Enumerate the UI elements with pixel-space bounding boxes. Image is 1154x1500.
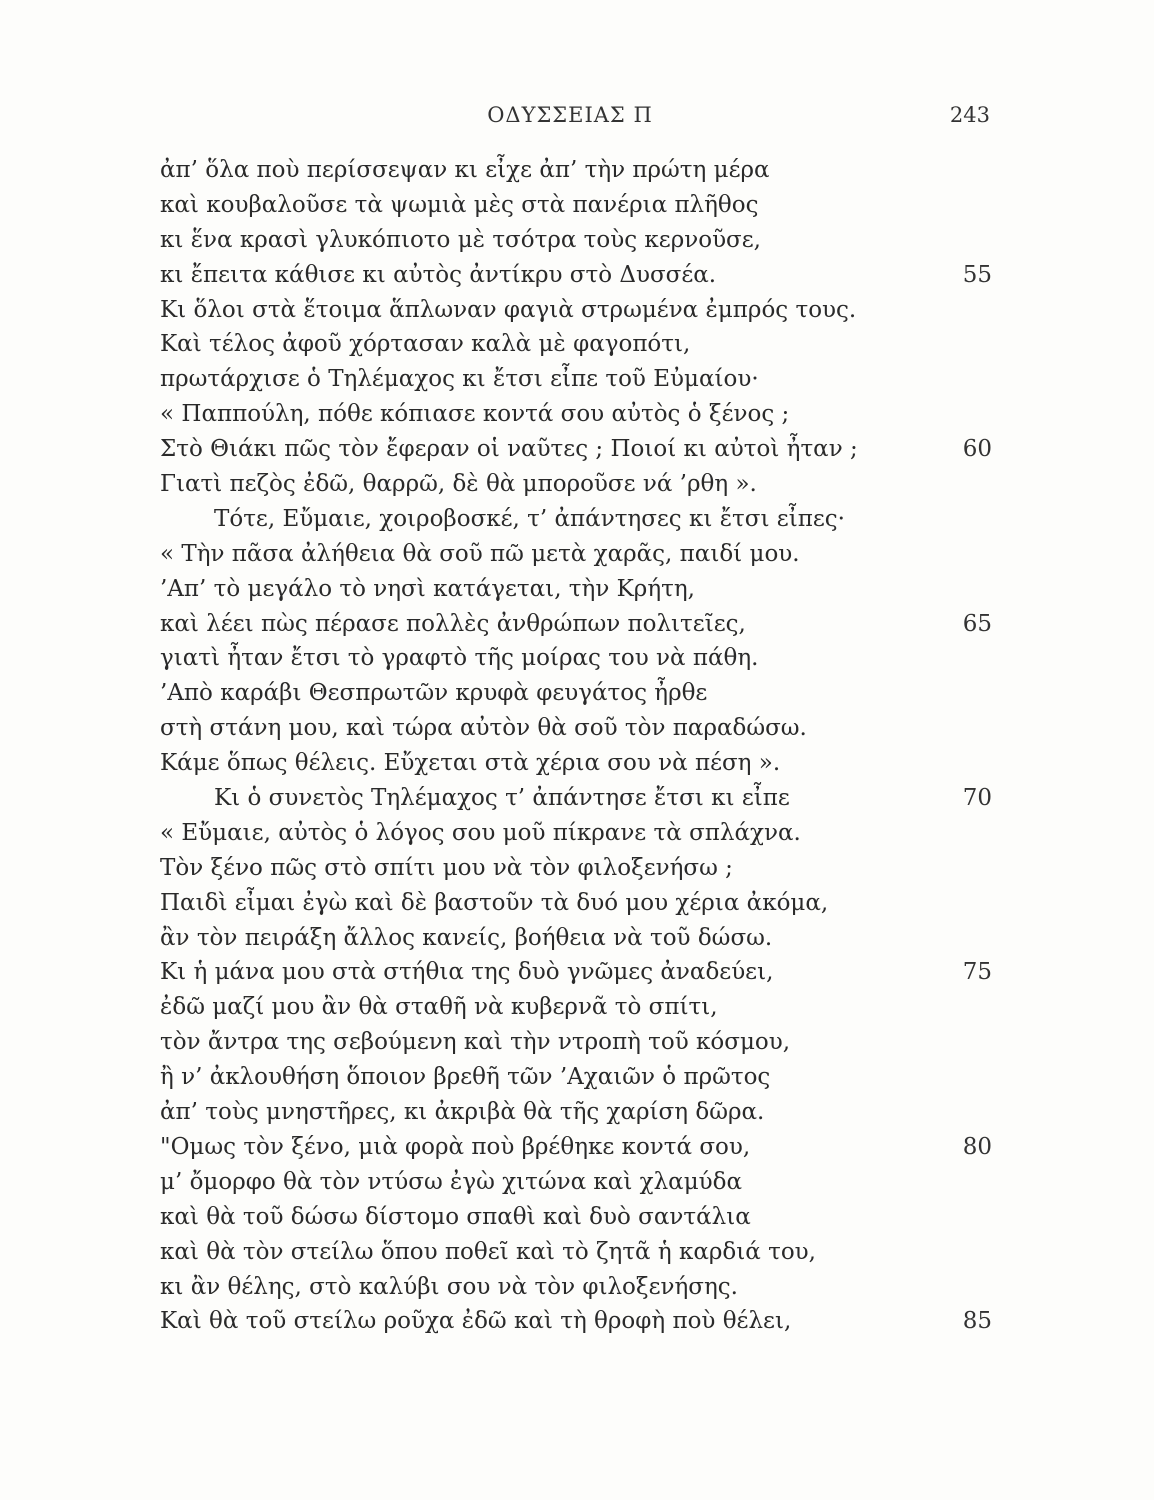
verse-text: ἐδῶ μαζί μου ἂν θὰ σταθῆ νὰ κυβερνᾶ τὸ σπίτι,: [160, 994, 718, 1021]
verse-text: Κι ἡ μάνα μου στὰ στήθια της δυὸ γνῶμες ἀναδεύει,: [160, 959, 774, 986]
verse-line: [0, 225, 1154, 260]
verse-block: [0, 155, 1154, 1341]
verse-text: ἂν τὸν πειράξη ἄλλος κανείς, βοήθεια νὰ τοῦ δώσω.: [160, 924, 773, 951]
verse-line: [0, 713, 1154, 748]
verse-text: Τὸν ξένο πῶς στὸ σπίτι μου νὰ τὸν φιλοξενήσω ;: [160, 854, 733, 881]
verse-text: κι ἂν θέλης, στὸ καλύβι σου νὰ τὸν φιλοξενήσης.: [160, 1273, 738, 1300]
verse-line: [0, 434, 1154, 469]
verse-line: [0, 678, 1154, 713]
line-number: 70: [962, 785, 992, 812]
verse-text: Κάμε ὅπως θέλεις. Εὔχεται στὰ χέρια σου νὰ πέση ».: [160, 750, 781, 777]
verse-line: [0, 155, 1154, 190]
verse-text: « Εὔμαιε, αὐτὸς ὁ λόγος σου μοῦ πίκρανε τὰ σπλάχνα.: [160, 819, 801, 846]
verse-text: καὶ κουβαλοῦσε τὰ ψωμιὰ μὲς στὰ πανέρια πλῆθος: [160, 191, 759, 218]
verse-line: [0, 888, 1154, 923]
verse-text: Κι ὁ συνετὸς Τηλέμαχος τ’ ἀπάντησε ἔτσι κι εἶπε: [214, 785, 790, 812]
verse-line: [0, 923, 1154, 958]
verse-text: « Παππούλη, πόθε κόπιασε κοντά σου αὐτὸς ὁ ξένος ;: [160, 401, 790, 428]
verse-line: [0, 748, 1154, 783]
line-number: 85: [962, 1308, 992, 1335]
verse-line: [0, 329, 1154, 364]
verse-line: [0, 190, 1154, 225]
verse-line: [0, 643, 1154, 678]
verse-line: [0, 818, 1154, 853]
verse-text: ἀπ’ τοὺς μνηστῆρες, κι ἀκριβὰ θὰ τῆς χαρίση δῶρα.: [160, 1099, 765, 1126]
verse-line: [0, 992, 1154, 1027]
verse-text: Στὸ Θιάκι πῶς τὸν ἔφεραν οἱ ναῦτες ; Ποιοί κι αὐτοὶ ἦταν ;: [160, 436, 858, 463]
verse-line: [0, 609, 1154, 644]
verse-line: [0, 1202, 1154, 1237]
verse-text: Παιδὶ εἶμαι ἐγὼ καὶ δὲ βαστοῦν τὰ δυό μου χέρια ἀκόμα,: [160, 889, 829, 916]
verse-line: [0, 574, 1154, 609]
verse-line: [0, 1132, 1154, 1167]
verse-line: [0, 1167, 1154, 1202]
verse-line: [0, 364, 1154, 399]
verse-text: Καὶ θὰ τοῦ στείλω ροῦχα ἐδῶ καὶ τὴ θροφὴ ποὺ θέλει,: [160, 1308, 792, 1335]
verse-line: [0, 1237, 1154, 1272]
verse-text: ἢ ν’ ἀκλουθήση ὅποιον βρεθῆ τῶν ’Αχαιῶν ὁ πρῶτος: [160, 1064, 771, 1091]
verse-line: [0, 1097, 1154, 1132]
verse-line: [0, 853, 1154, 888]
verse-line: [0, 1062, 1154, 1097]
verse-text: κι ἔπειτα κάθισε κι αὐτὸς ἀντίκρυ στὸ Δυσσέα.: [160, 261, 717, 288]
verse-text: στὴ στάνη μου, καὶ τώρα αὐτὸν θὰ σοῦ τὸν παραδώσω.: [160, 715, 807, 742]
verse-text: καὶ λέει πὼς πέρασε πολλὲς ἀνθρώπων πολιτεῖες,: [160, 610, 746, 637]
line-number: 60: [962, 436, 992, 463]
verse-text: κι ἕνα κρασὶ γλυκόπιοτο μὲ τσότρα τοὺς κερνοῦσε,: [160, 226, 761, 253]
verse-line: [0, 260, 1154, 295]
verse-line: [0, 1306, 1154, 1341]
verse-line: [0, 469, 1154, 504]
verse-line: [0, 1272, 1154, 1307]
line-number: 55: [962, 261, 992, 288]
verse-text: καὶ θὰ τοῦ δώσω δίστομο σπαθὶ καὶ δυὸ σαντάλια: [160, 1203, 751, 1230]
line-number: 65: [962, 610, 992, 637]
line-number: 80: [962, 1133, 992, 1160]
verse-text: "Ομως τὸν ξένο, μιὰ φορὰ ποὺ βρέθηκε κοντά σου,: [160, 1133, 751, 1160]
verse-text: ’Απὸ καράβι Θεσπρωτῶν κρυφὰ φευγάτος ἦρθε: [160, 680, 708, 707]
running-title: ΟΔΥΣΣΕΙΑΣ Π: [487, 103, 653, 127]
verse-line: [0, 1027, 1154, 1062]
verse-line: [0, 539, 1154, 574]
verse-text: Γιατὶ πεζὸς ἐδῶ, θαρρῶ, δὲ θὰ μποροῦσε νά ’ρθη ».: [160, 471, 757, 498]
verse-line: [0, 295, 1154, 330]
line-number: 75: [962, 959, 992, 986]
verse-line: [0, 783, 1154, 818]
verse-text: τὸν ἄντρα της σεβούμενη καὶ τὴν ντροπὴ τοῦ κόσμου,: [160, 1029, 791, 1056]
verse-text: καὶ θὰ τὸν στείλω ὅπου ποθεῖ καὶ τὸ ζητᾶ ἡ καρδιά του,: [160, 1238, 816, 1265]
verse-line: [0, 399, 1154, 434]
verse-text: Καὶ τέλος ἀφοῦ χόρτασαν καλὰ μὲ φαγοπότι,: [160, 331, 691, 358]
verse-line: [0, 957, 1154, 992]
verse-text: γιατὶ ἦταν ἔτσι τὸ γραφτὸ τῆς μοίρας του νὰ πάθη.: [160, 645, 759, 672]
page-number: 243: [949, 103, 990, 127]
verse-text: Κι ὅλοι στὰ ἕτοιμα ἅπλωναν φαγιὰ στρωμένα ἐμπρός τους.: [160, 296, 857, 323]
verse-text: πρωτάρχισε ὁ Τηλέμαχος κι ἔτσι εἶπε τοῦ Εὐμαίου·: [160, 366, 759, 393]
verse-text: μ’ ὄμορφο θὰ τὸν ντύσω ἐγὼ χιτώνα καὶ χλαμύδα: [160, 1168, 743, 1195]
verse-line: [0, 504, 1154, 539]
verse-text: ἀπ’ ὅλα ποὺ περίσσεψαν κι εἶχε ἀπ’ τὴν πρώτη μέρα: [160, 157, 770, 183]
verse-text: ’Απ’ τὸ μεγάλο τὸ νησὶ κατάγεται, τὴν Κρήτη,: [160, 575, 695, 602]
verse-text: Τότε, Εὔμαιε, χοιροβοσκέ, τ’ ἀπάντησες κι ἔτσι εἶπες·: [214, 505, 845, 532]
verse-text: « Τὴν πᾶσα ἀλήθεια θὰ σοῦ πῶ μετὰ χαρᾶς, παιδί μου.: [160, 540, 800, 567]
